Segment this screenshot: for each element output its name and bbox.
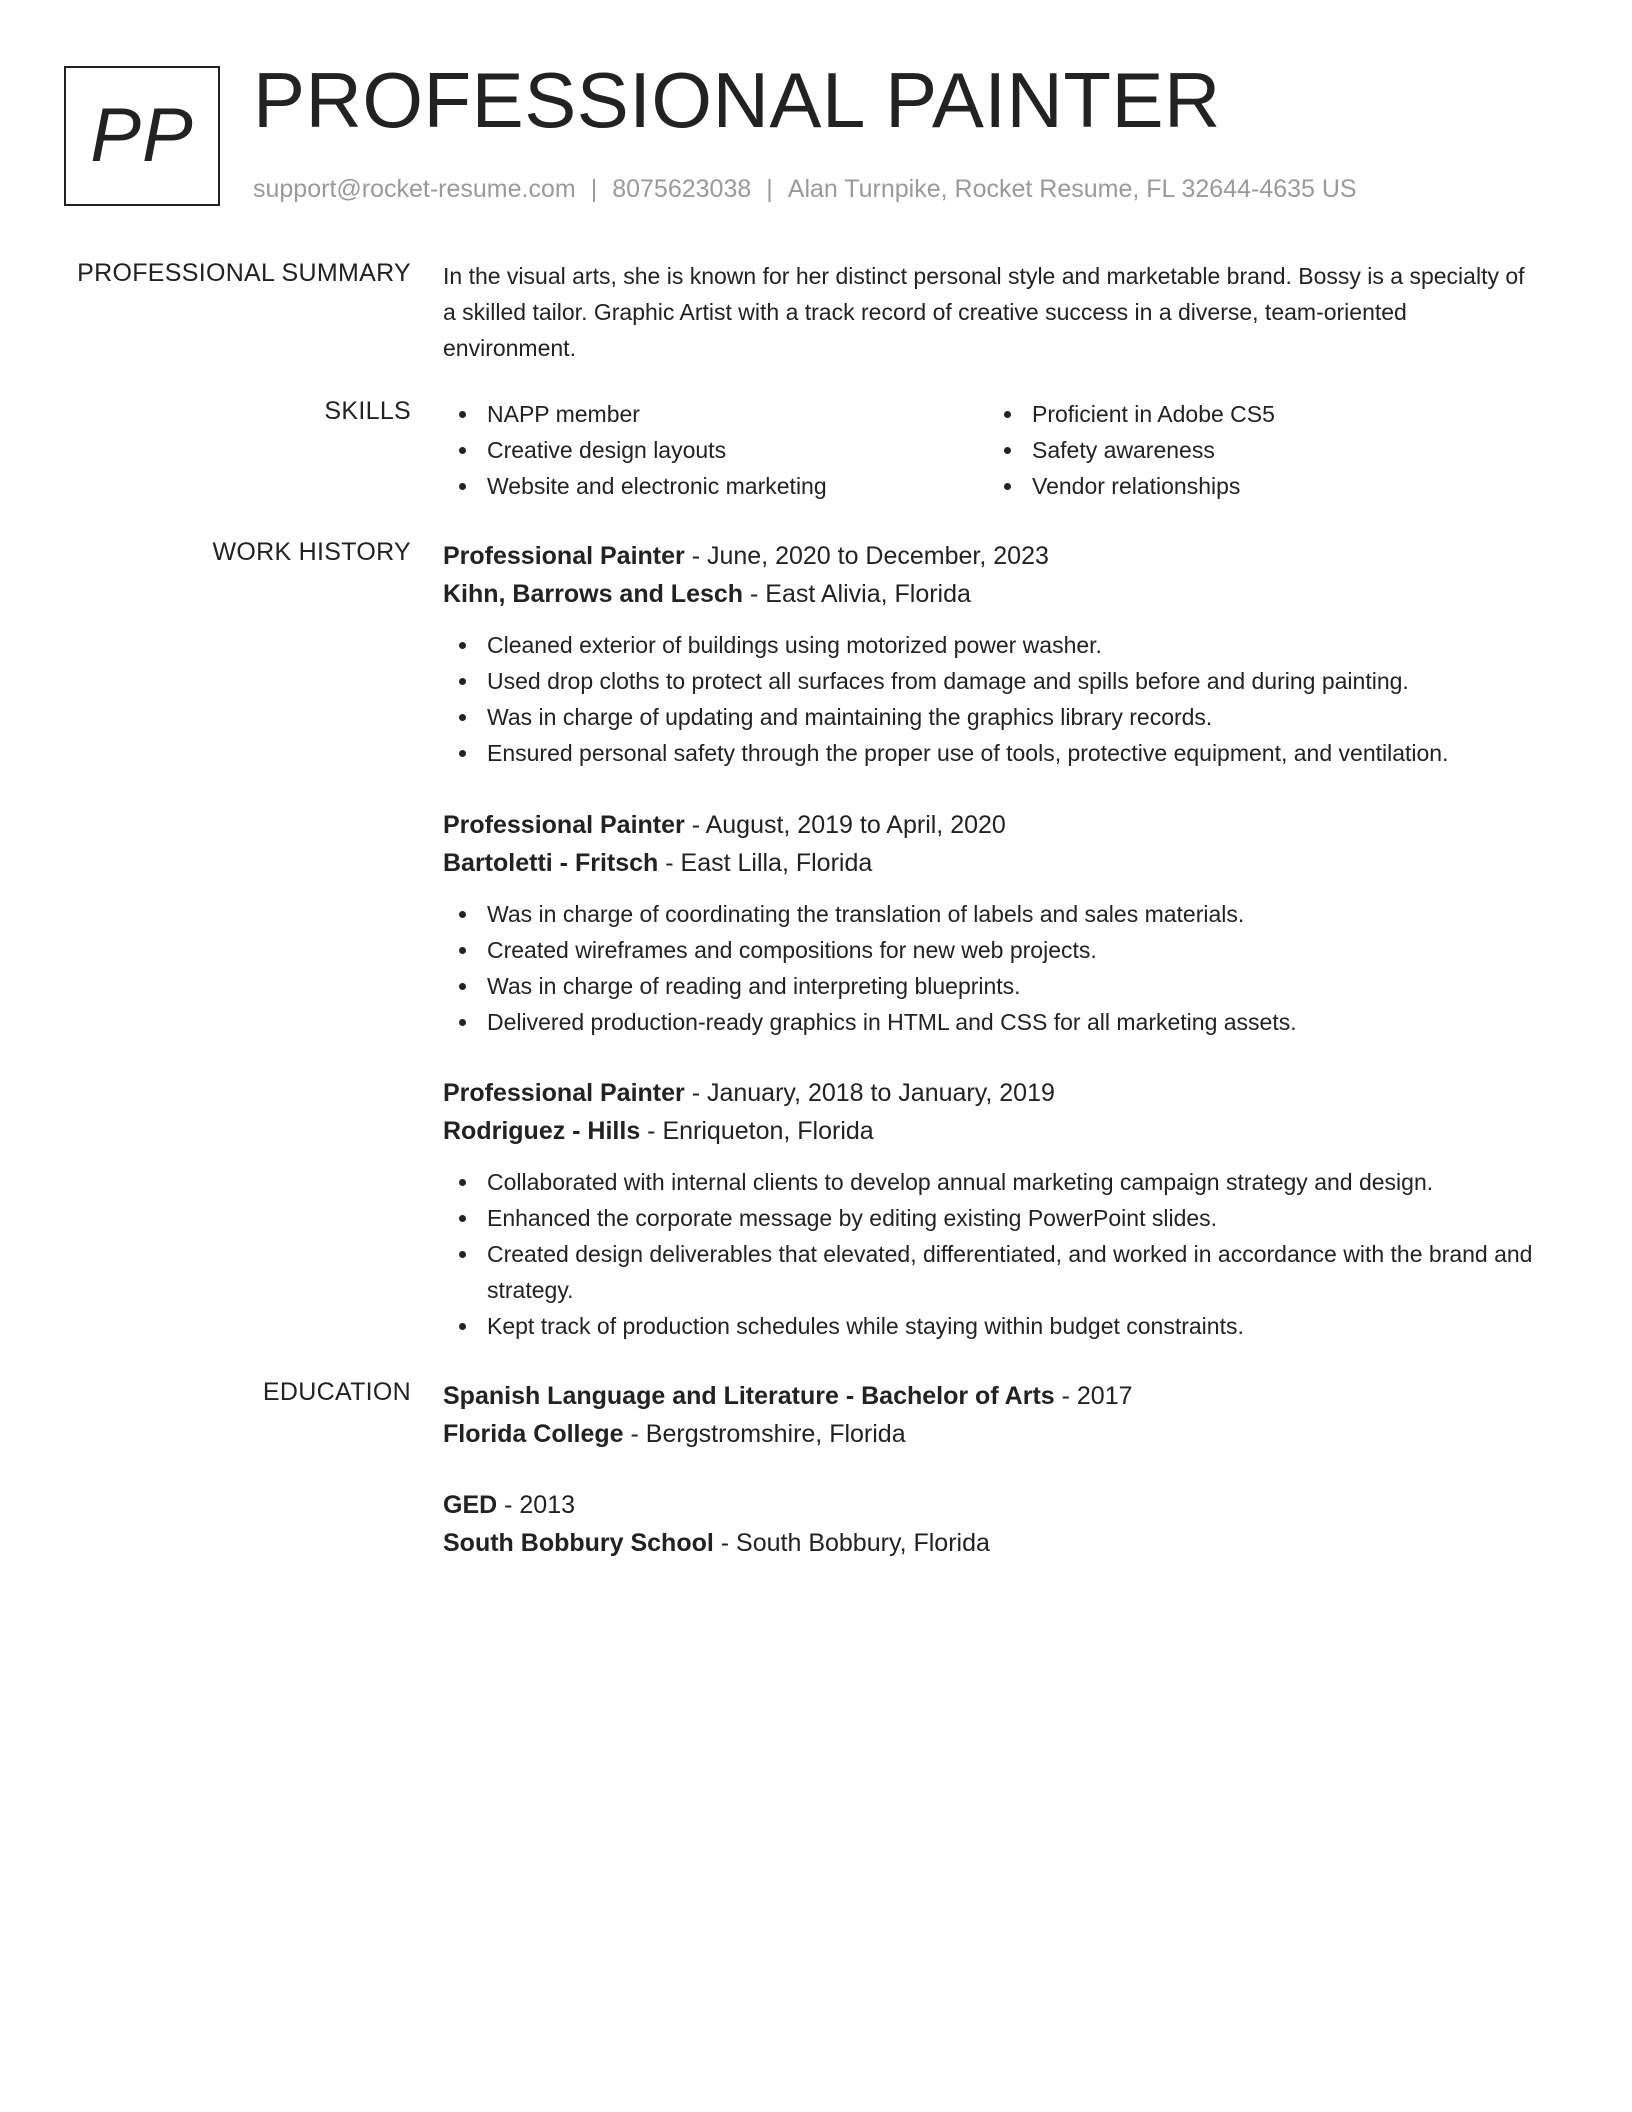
- education-school-line: [443, 1524, 1533, 1562]
- education-school: Florida College: [443, 1420, 624, 1448]
- job-duty: Used drop cloths to protect all surfaces from damage and spills before and during painting.: [443, 663, 1533, 699]
- job-duties: [443, 627, 1533, 771]
- contact-email: support@rocket-resume.com: [253, 175, 576, 203]
- job-company: Kihn, Barrows and Lesch: [443, 580, 744, 608]
- job-company: Bartoletti - Fritsch: [443, 849, 659, 877]
- skill-item: Creative design layouts: [443, 432, 988, 468]
- resume-name: PROFESSIONAL PAINTER: [253, 56, 1221, 144]
- job-duty: Was in charge of coordinating the translation of labels and sales materials.: [443, 896, 1533, 932]
- education-location: - South Bobbury, Florida: [713, 1529, 990, 1557]
- job-location: - East Lilla, Florida: [658, 849, 873, 877]
- skill-item: Website and electronic marketing: [443, 468, 988, 504]
- skill-item: Vendor relationships: [988, 468, 1533, 504]
- job-duties: [443, 896, 1533, 1040]
- education-degree: GED: [443, 1491, 498, 1519]
- job-title: Professional Painter: [443, 542, 685, 570]
- contact-phone: 8075623038: [612, 175, 752, 203]
- contact-separator: |: [590, 175, 598, 203]
- education-heading: EDUCATION: [262, 1378, 411, 1406]
- contact-line: [253, 174, 1357, 204]
- job-title: Professional Painter: [443, 1079, 685, 1107]
- job-entry: [443, 806, 1533, 1040]
- job-duty: Ensured personal safety through the proper use of tools, protective equipment, and ventilation.: [443, 735, 1533, 771]
- job-duty: Created wireframes and compositions for new web projects.: [443, 932, 1533, 968]
- job-company-line: [443, 844, 1533, 882]
- education-entry: [443, 1486, 1533, 1562]
- job-duty: Enhanced the corporate message by editing existing PowerPoint slides.: [443, 1200, 1533, 1236]
- summary-heading: PROFESSIONAL SUMMARY: [77, 259, 411, 287]
- job-dates: - June, 2020 to December, 2023: [684, 542, 1049, 570]
- summary-body: [443, 258, 1533, 366]
- job-title-line: [443, 806, 1533, 844]
- job-company: Rodriguez - Hills: [443, 1117, 641, 1145]
- contact-separator: |: [766, 175, 773, 203]
- job-duty: Was in charge of updating and maintaining the graphics library records.: [443, 699, 1533, 735]
- job-title: Professional Painter: [443, 811, 685, 839]
- education-location: - Bergstromshire, Florida: [623, 1420, 906, 1448]
- job-duties: [443, 1164, 1533, 1344]
- education-degree-line: [443, 1377, 1533, 1415]
- skills-right-column: [988, 396, 1533, 504]
- job-duty: Was in charge of reading and interpreting blueprints.: [443, 968, 1533, 1004]
- contact-address: Alan Turnpike, Rocket Resume, FL 32644-4635 US: [787, 175, 1357, 203]
- job-title-line: [443, 1074, 1533, 1112]
- education-school: South Bobbury School: [443, 1529, 714, 1557]
- job-duty: Cleaned exterior of buildings using motorized power washer.: [443, 627, 1533, 663]
- education-degree: Spanish Language and Literature - Bachelor of Arts: [443, 1382, 1055, 1410]
- job-company-line: [443, 1112, 1533, 1150]
- job-duty: Created design deliverables that elevated, differentiated, and worked in accordance with the brand and strategy.: [443, 1236, 1533, 1308]
- skills-body: [443, 396, 1533, 504]
- monogram-box: [64, 66, 220, 206]
- job-dates: - January, 2018 to January, 2019: [684, 1079, 1055, 1107]
- education-degree-line: [443, 1486, 1533, 1524]
- skills-grid: [443, 396, 1533, 504]
- monogram-initials: PP: [90, 93, 194, 178]
- job-duty: Kept track of production schedules while staying within budget constraints.: [443, 1308, 1533, 1344]
- job-entry: [443, 537, 1533, 771]
- job-dates: - August, 2019 to April, 2020: [684, 811, 1006, 839]
- education-school-line: [443, 1415, 1533, 1453]
- summary-text: In the visual arts, she is known for her distinct personal style and marketable brand. Bossy is a specialty of a skilled tailor. Graphic Artist with a track record of creative success in a diverse, team-oriented environment.: [443, 263, 1525, 361]
- skill-item: Proficient in Adobe CS5: [988, 396, 1533, 432]
- work-history-heading: WORK HISTORY: [212, 538, 411, 566]
- job-duty: Delivered production-ready graphics in HTML and CSS for all marketing assets.: [443, 1004, 1533, 1040]
- education-year: - 2017: [1054, 1382, 1133, 1410]
- education-entry: [443, 1377, 1533, 1453]
- job-location: - Enriqueton, Florida: [640, 1117, 874, 1145]
- skill-item: NAPP member: [443, 396, 988, 432]
- skills-left-column: [443, 396, 988, 504]
- job-title-line: [443, 537, 1533, 575]
- skill-item: Safety awareness: [988, 432, 1533, 468]
- job-entry: [443, 1074, 1533, 1344]
- job-company-line: [443, 575, 1533, 613]
- education-year: - 2013: [497, 1491, 576, 1519]
- job-location: - East Alivia, Florida: [743, 580, 971, 608]
- skills-heading: SKILLS: [324, 397, 411, 425]
- job-duty: Collaborated with internal clients to develop annual marketing campaign strategy and design.: [443, 1164, 1533, 1200]
